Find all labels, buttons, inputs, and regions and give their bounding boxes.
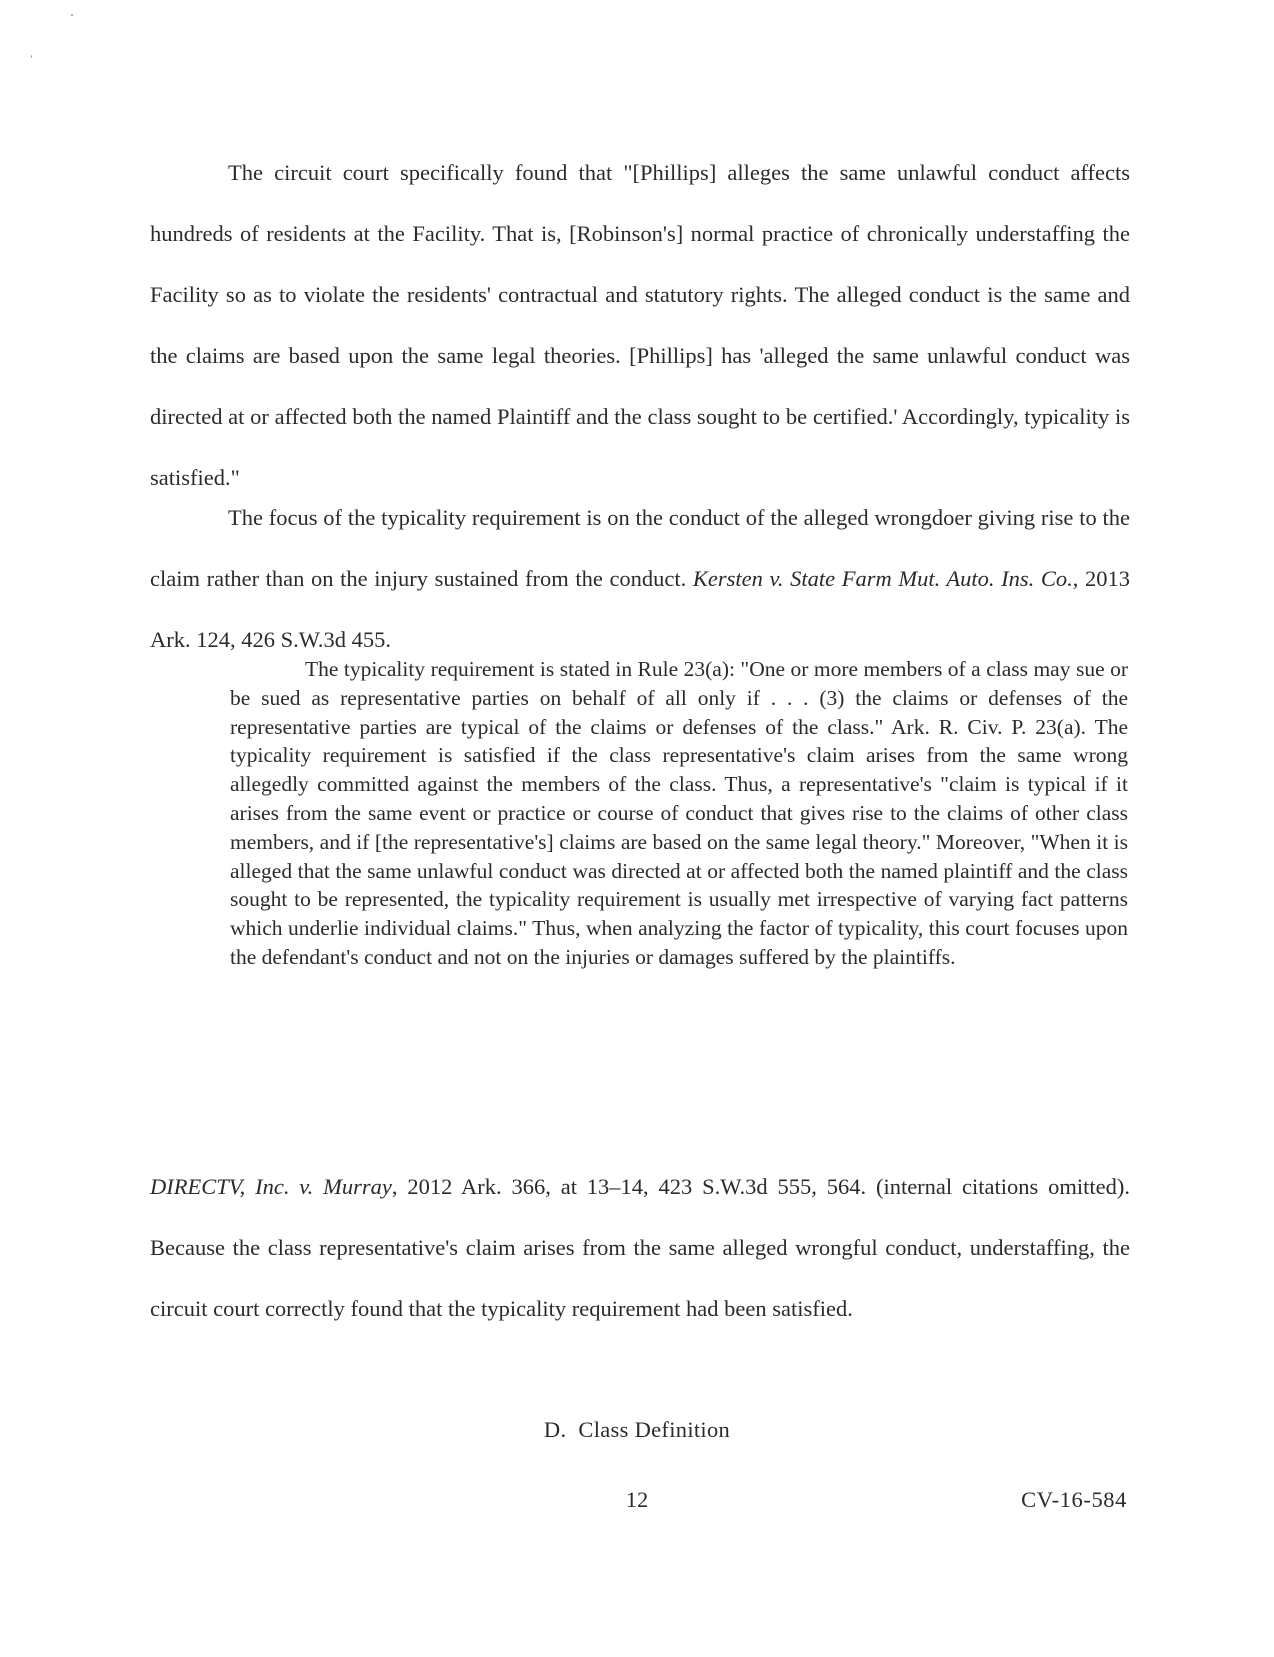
section-heading bbox=[0, 1417, 1274, 1443]
typicality-focus-paragraph bbox=[150, 487, 1130, 670]
directv-citation-text: , 2012 Ark. 366, at 13–14, 423 S.W.3d 555, 564. (internal citations omitted). Because the class representative's claim arises from the same alleged wrongful conduct, understaffing, the circuit court correctly found that the typicality requirement had been satisfied. bbox=[150, 1174, 1130, 1321]
court-finding-text: The circuit court specifically found that "[Phillips] alleges the same unlawful conduct affects hundreds of residents at the Facility. That is, [Robinson's] normal practice of chronically understaffing the Facility so as to violate the residents' contractual and statutory rights. The alleged conduct is the same and the claims are based upon the same legal theories. [Phillips] has 'alleged the same unlawful conduct was directed at or affected both the named Plaintiff and the class sought to be certified.' Accordingly, typicality is satisfied." bbox=[150, 160, 1130, 490]
docket-number: CV-16-584 bbox=[1021, 1487, 1127, 1512]
directv-case-name: DIRECTV, Inc. v. Murray bbox=[150, 1174, 392, 1199]
section-letter: D. bbox=[543, 1417, 567, 1442]
typicality-focus-text: The focus of the typicality requirement is on the conduct of the alleged wrongdoer giving rise to the claim rather than on the injury sustained from the conduct. bbox=[150, 505, 1130, 591]
block-quote bbox=[230, 655, 1128, 972]
scan-speck bbox=[71, 14, 73, 16]
court-finding-paragraph bbox=[150, 142, 1130, 508]
section-title: Class Definition bbox=[578, 1417, 731, 1442]
directv-paragraph bbox=[150, 1156, 1130, 1339]
block-quote-text: The typicality requirement is stated in Rule 23(a): "One or more members of a class may sue or be sued as representative parties on behalf of all only if . . . (3) the claims or defenses of the representative parties are typical of the claims or defenses of the class." Ark. R. Civ. P. 23(a). The typicality requirement is satisfied if the class representative's claim arises from the same wrong allegedly committed against the members of the class. Thus, a representative's "claim is typical if it arises from the same event or practice or course of conduct that gives rise to the claims of other class members, and if [the representative's] claims are based on the same legal theory." Moreover, "When it is alleged that the same unlawful conduct was directed at or affected both the named plaintiff and the class sought to be represented, the typicality requirement is usually met irrespective of varying fact patterns which underlie individual claims." Thus, when analyzing the factor of typicality, this court focuses upon the defendant's conduct and not on the injuries or damages suffered by the plaintiffs. bbox=[230, 657, 1128, 969]
kersten-citation: , 2013 Ark. 124, 426 S.W.3d 455. bbox=[150, 566, 1131, 652]
page-number: 12 bbox=[625, 1487, 649, 1512]
kersten-case-name: Kersten v. State Farm Mut. Auto. Ins. Co. bbox=[692, 566, 1073, 591]
scan-speck bbox=[31, 55, 32, 58]
